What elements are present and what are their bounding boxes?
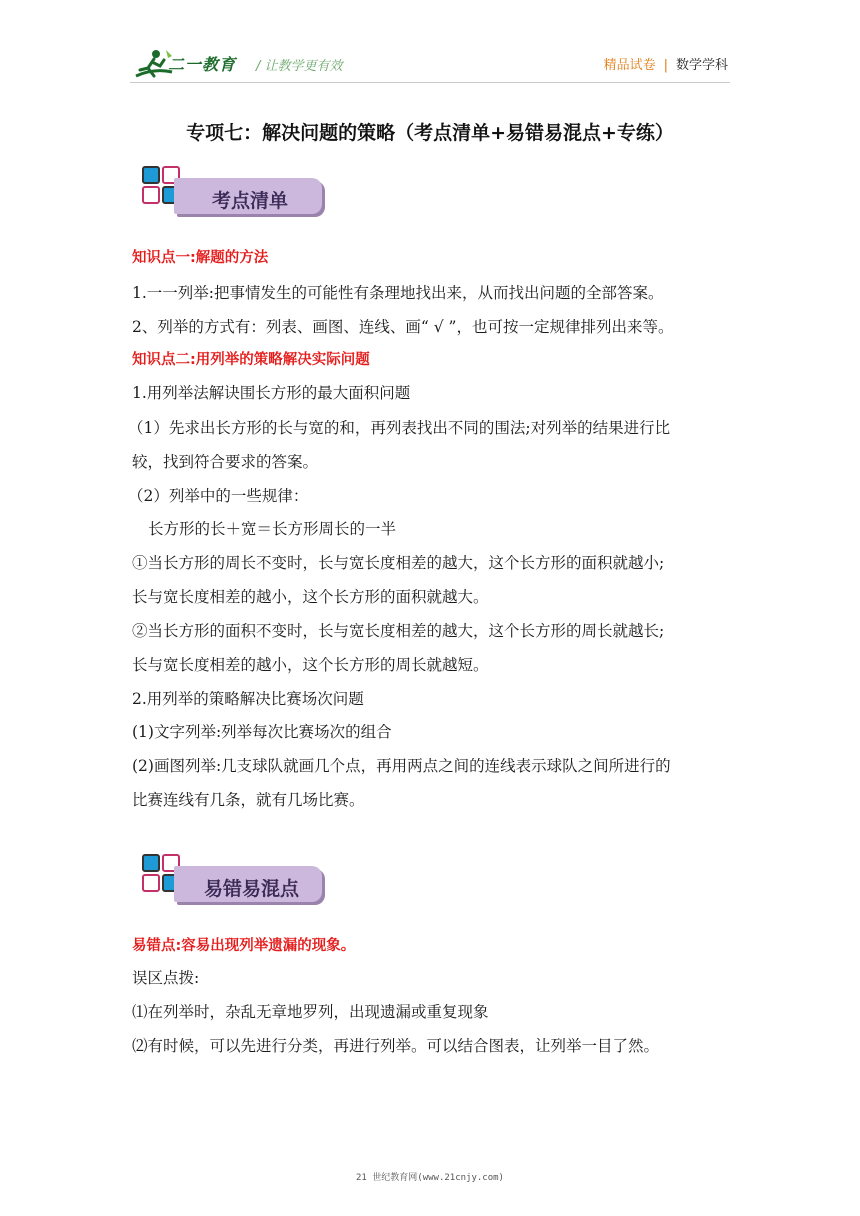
square-icon: [142, 874, 160, 892]
brand-slogan: / 让教学更有效: [256, 59, 343, 74]
text-line: 1.用列举法解诀围长方形的最大面积问题: [132, 384, 411, 402]
header-tags: [604, 54, 728, 73]
banner-label: 易错易混点: [204, 878, 300, 900]
section-banner-checklist: [134, 160, 330, 222]
page-footer: 21 世纪教育网(www.21cnjy.com): [356, 1173, 504, 1183]
square-icon: [142, 854, 160, 872]
text-line: 长方形的长＋宽＝长方形周长的一半: [148, 520, 397, 538]
page-header: [0, 0, 860, 90]
text-line: 较，找到符合要求的答案。: [132, 453, 319, 471]
text-line: ①当长方形的周长不变时，长与宽长度相差的越大，这个长方形的面积就越小;: [132, 554, 665, 572]
tag-separator: |: [663, 58, 668, 73]
knowledge-point-2-title: 知识点二:用列举的策略解决实际问题: [132, 352, 370, 368]
banner-label: 考点清单: [212, 190, 289, 212]
section-banner-pitfalls: [134, 848, 330, 910]
document-title: 专项七：解决问题的策略（考点清单+易错易混点+专练）: [186, 122, 674, 144]
text-line: （1）先求出长方形的长与宽的和，再列表找出不同的围法;对列举的结果进行比: [128, 419, 671, 437]
text-line: 2.用列举的策略解决比赛场次问题: [132, 690, 364, 708]
text-line: 比赛连线有几条，就有几场比赛。: [132, 791, 365, 809]
header-divider: [130, 82, 730, 83]
text-line: (2)画图列举:几支球队就画几个点，再用两点之间的连线表示球队之间所进行的: [132, 757, 671, 775]
text-line: ⑵有时候，可以先进行分类，再进行列举。可以结合图表，让列举一目了然。: [132, 1037, 660, 1055]
text-line: 2、列举的方式有：列表、画图、连线、画“ √ ”，也可按一定规律排列出来等。: [132, 318, 674, 336]
text-line: (1)文字列举:列举每次比赛场次的组合: [132, 723, 392, 741]
tag-subject: 数学学科: [675, 58, 728, 73]
text-line: 长与宽长度相差的越小，这个长方形的面积就越大。: [132, 588, 489, 606]
text-line: 误区点拨:: [132, 969, 200, 987]
text-line: ⑴在列举时，杂乱无章地罗列，出现遗漏或重复现象: [132, 1003, 489, 1021]
text-line: （2）列举中的一些规律：: [128, 487, 309, 505]
text-line: ②当长方形的面积不变时，长与宽长度相差的越大，这个长方形的周长就越长;: [132, 622, 665, 640]
tag-premium: 精品试卷: [603, 58, 656, 73]
pitfall-title: 易错点:容易出现列举遗漏的现象。: [132, 938, 356, 954]
brand-name: 二一教育: [168, 55, 237, 74]
square-icon: [142, 186, 160, 204]
text-line: 长与宽长度相差的越小，这个长方形的周长就越短。: [132, 656, 489, 674]
knowledge-point-1-title: 知识点一:解题的方法: [132, 250, 269, 266]
square-icon: [142, 166, 160, 184]
text-line: 1.一一列举:把事情发生的可能性有条理地找出来，从而找出问题的全部答案。: [132, 284, 664, 302]
